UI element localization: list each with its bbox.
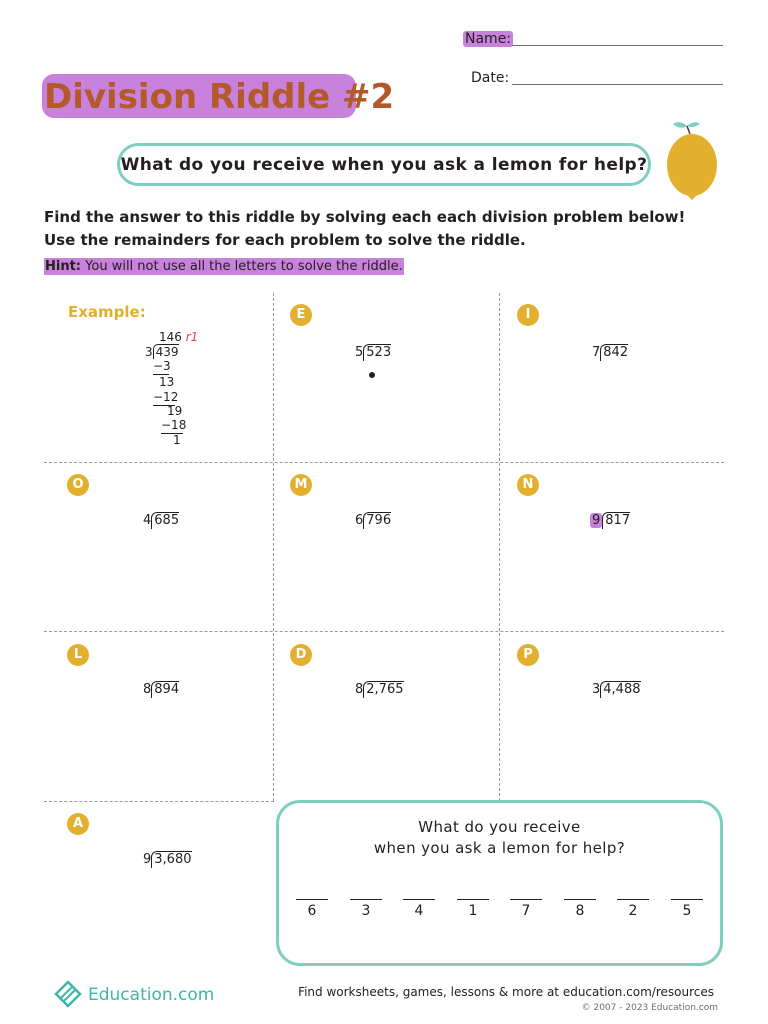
education-logo-icon [52,980,84,1010]
logo-text: Education.com [88,985,215,1005]
problem-d: 8 2,765 [355,682,404,697]
copyright: © 2007 - 2023 Education.com [581,1003,718,1013]
lemon-icon [665,118,721,202]
problem-p: 3 4,488 [592,682,641,697]
instructions-line-2: Use the remainders for each problem to solve the riddle. [44,231,526,249]
riddle-question: What do you receive when you ask a lemon for help? [120,154,648,175]
problem-i: 7 842 [592,345,629,360]
grid-divider [44,801,274,802]
example-step: −3 [153,359,171,373]
example-step: 13 [159,375,175,389]
hint-label: Hint: [45,259,82,274]
instructions-line-1: Find the answer to this riddle by solving each each division problem below! [44,208,686,226]
example-remainder: r1 [185,330,199,344]
letter-badge-d: D [290,644,312,666]
answer-title: What do you receive when you ask a lemon for help? [373,818,626,857]
riddle-question-box [117,143,651,186]
education-logo[interactable] [52,979,214,1011]
example-quotient: 146 r1 [159,330,199,344]
example-step: −12 [153,390,179,404]
answer-slot[interactable]: 4 [403,899,435,919]
answer-slot[interactable]: 6 [296,899,328,919]
instructions [44,206,734,252]
problem-a: 9 3,680 [143,852,192,867]
grid-divider [499,293,500,801]
example-label: Example: [68,303,146,321]
date-label: Date: [471,70,510,86]
example-step: 19 [167,404,183,418]
example-step: 1 [173,433,181,447]
name-field[interactable] [512,45,723,46]
answer-slot[interactable]: 1 [457,899,489,919]
letter-badge-p: P [517,644,539,666]
grid-divider [44,631,724,632]
hint [44,258,404,275]
footer-resources-link[interactable]: Find worksheets, games, lessons & more at education.com/resources [298,985,714,999]
answer-slot[interactable]: 8 [564,899,596,919]
letter-badge-l: L [67,644,89,666]
problem-o: 4 685 [143,513,180,528]
example-step: −18 [161,418,187,432]
page-title: Division Riddle #2 [44,77,395,117]
grid-divider [273,293,274,801]
letter-badge-m: M [290,474,312,496]
answer-box [276,800,723,966]
letter-badge-i: I [517,304,539,326]
answer-slot[interactable]: 3 [350,899,382,919]
dot-mark [369,372,375,378]
name-label: Name: [465,31,512,47]
hint-text: You will not use all the letters to solve the riddle. [85,259,403,274]
problem-m: 6 796 [355,513,392,528]
problem-e: 5 523 [355,345,392,360]
answer-slot[interactable]: 5 [671,899,703,919]
date-field[interactable] [512,84,723,85]
example-problem: 3 439 [145,345,179,359]
letter-badge-n: N [517,474,539,496]
answer-slot[interactable]: 2 [617,899,649,919]
problem-l: 8 894 [143,682,180,697]
answer-slot[interactable]: 7 [510,899,542,919]
letter-badge-a: A [67,813,89,835]
problem-n: 9 817 [592,513,631,528]
grid-divider [44,462,724,463]
letter-badge-e: E [290,304,312,326]
letter-badge-o: O [67,474,89,496]
